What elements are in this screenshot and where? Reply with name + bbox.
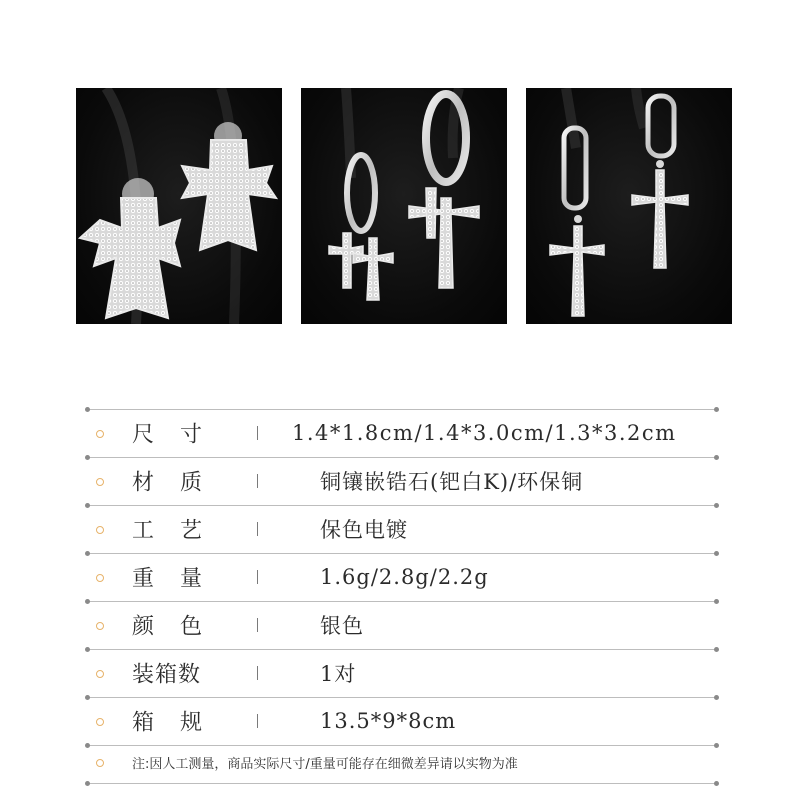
bullet-icon — [96, 622, 104, 630]
bullet-icon — [96, 759, 104, 767]
pipe-divider — [257, 570, 258, 584]
divider — [88, 745, 716, 746]
photo-cross-hoop-earrings — [301, 88, 507, 324]
divider — [88, 783, 716, 784]
bullet-icon — [96, 718, 104, 726]
spec-row-color — [0, 601, 800, 649]
spec-label: 箱规 — [132, 710, 229, 736]
bullet-icon — [96, 526, 104, 534]
product-photos — [0, 88, 800, 324]
cross-drop-earring-icon — [526, 88, 732, 324]
photo-cross-drop-earrings — [526, 88, 732, 324]
bullet-icon — [96, 430, 104, 438]
spec-row-material — [0, 457, 800, 505]
spec-row-size — [0, 409, 800, 457]
bullet-icon — [96, 670, 104, 678]
spec-row-pack-count — [0, 649, 800, 697]
spec-row-weight — [0, 553, 800, 601]
spec-value: 1对 — [320, 662, 357, 686]
spec-label: 重量 — [132, 566, 229, 592]
spec-value: 1.6g/2.8g/2.2g — [320, 565, 489, 589]
spec-value: 铜镶嵌锆石(钯白K)/环保铜 — [320, 470, 584, 494]
pipe-divider — [257, 714, 258, 728]
pipe-divider — [257, 426, 258, 440]
pipe-divider — [257, 666, 258, 680]
spec-label: 装箱数 — [132, 662, 202, 688]
pipe-divider — [257, 618, 258, 632]
spec-label: 工艺 — [132, 518, 229, 544]
spec-label: 颜色 — [132, 614, 229, 640]
spec-value: 银色 — [320, 614, 364, 638]
disclaimer-note: 注:因人工测量，商品实际尺寸/重量可能存在细微差异请以实物为准 — [132, 757, 518, 772]
spec-value: 保色电镀 — [320, 518, 408, 542]
spec-row-craft — [0, 505, 800, 553]
spec-value: 13.5*9*8cm — [320, 709, 457, 733]
bullet-icon — [96, 574, 104, 582]
spec-label: 材质 — [132, 470, 229, 496]
spec-row-box-size — [0, 697, 800, 745]
pipe-divider — [257, 474, 258, 488]
spec-value: 1.4*1.8cm/1.4*3.0cm/1.3*3.2cm — [292, 421, 677, 445]
photo-cross-stud-earrings — [76, 88, 282, 324]
pipe-divider — [257, 522, 258, 536]
cross-stud-earring-icon — [76, 88, 282, 324]
bullet-icon — [96, 478, 104, 486]
spec-label: 尺寸 — [132, 422, 229, 448]
cross-hoop-earring-icon — [301, 88, 507, 324]
